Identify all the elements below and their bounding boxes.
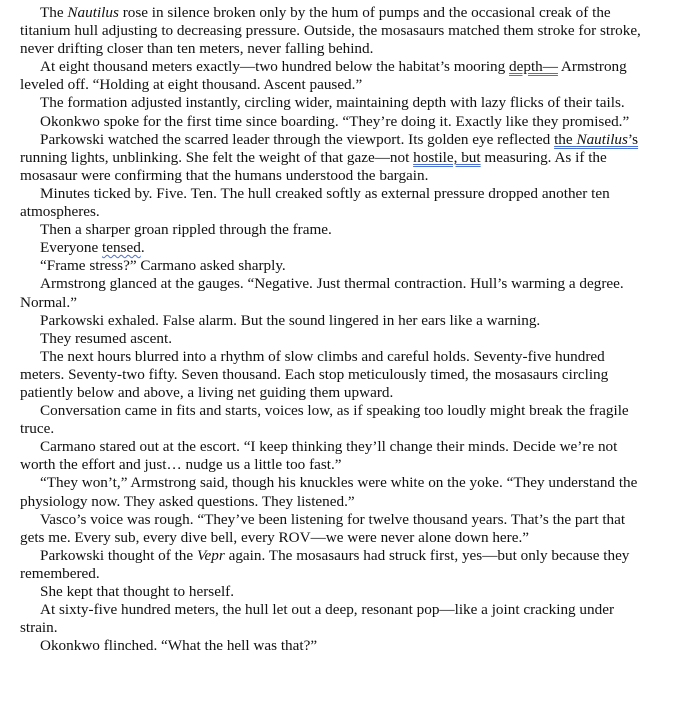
paragraph — [20, 402, 652, 438]
text-run: Armstrong glanced at the gauges. “Negative. Just thermal contraction. Hull’s warming a degree. Normal.” — [20, 275, 624, 311]
paragraph — [20, 312, 652, 330]
paragraph — [20, 275, 652, 311]
text-run: measuring. As if the mosasaur were confirming that the humans understood the bargain. — [20, 148, 607, 184]
text-run: Vasco’s voice was rough. “They’ve been listening for twelve thousand years. That’s the part that gets me. Every sub, every dive bell, every ROV—we were never alone down here.” — [20, 510, 626, 546]
text-run: The next hours blurred into a rhythm of slow climbs and careful holds. Seventy-five hundred meters. Seventy-two fifty. Seven thousand. Each stop meticulously timed, the mosasaurs circling patiently below and above, a living net guiding them upward. — [20, 347, 609, 401]
text-run: She kept that thought to herself. — [40, 583, 235, 600]
text-run: Then a sharper groan rippled through the frame. — [40, 221, 332, 239]
text-run: Everyone — [40, 239, 102, 257]
italic-text: Vepr — [196, 546, 225, 564]
text-run: running lights, unblinking. She felt the weight of that gaze—not — [20, 148, 414, 166]
text-run: . — [140, 239, 145, 257]
paragraph — [20, 257, 652, 275]
grammar-flag: ’s — [627, 130, 639, 148]
text-run: Parkowski thought of the — [40, 546, 197, 564]
text-run: Carmano stared out at the escort. “I keep thinking they’ll change their minds. Decide we’re not worth the effort and just… nudge us a little too fast.” — [20, 438, 618, 474]
text-run: rose in silence broken only by the hum of pumps and the occasional creak of the titanium hull adjusting to decreasing pressure. Outside, the mosasaurs matched them stroke for stroke, never drifting closer than ten meters, never falling behind. — [20, 4, 641, 58]
paragraph — [20, 185, 652, 221]
paragraph — [20, 583, 652, 601]
paragraph — [20, 239, 652, 257]
paragraph — [20, 511, 652, 547]
text-run: Parkowski exhaled. False alarm. But the sound lingered in her ears like a warning. — [40, 311, 541, 329]
paragraph — [20, 601, 652, 637]
paragraph — [20, 4, 652, 58]
text-run: Conversation came in fits and starts, voices low, as if speaking too loudly might break the fragile truce. — [20, 402, 629, 438]
paragraph — [20, 58, 652, 94]
text-run: Okonkwo flinched. “What the hell was that?” — [40, 637, 318, 655]
paragraph — [20, 474, 652, 510]
paragraph — [20, 131, 652, 185]
paragraph — [20, 637, 652, 655]
italic-text: Nautilus — [67, 4, 119, 21]
text-run: The formation adjusted instantly, circling wider, maintaining depth with lazy flicks of their tails. — [40, 94, 625, 112]
text-run: Parkowski watched the scarred leader through the viewport. Its golden eye reflected — [40, 130, 555, 148]
grammar-flag: the — [554, 130, 577, 148]
text-run: again. The mosasaurs had struck first, yes—but only because they remembered. — [20, 546, 630, 582]
text-run: They resumed ascent. — [40, 329, 172, 347]
text-run: Okonkwo spoke for the first time since boarding. “They’re doing it. Exactly like they promised.” — [40, 112, 630, 130]
spelling-flag: tensed — [102, 239, 141, 257]
paragraph — [20, 438, 652, 474]
text-run: The — [40, 4, 68, 21]
paragraph — [20, 221, 652, 239]
paragraph — [20, 547, 652, 583]
paragraph — [20, 113, 652, 131]
text-run: At eight thousand meters exactly—two hundred below the habitat’s mooring — [40, 58, 510, 76]
paragraph — [20, 348, 652, 402]
text-run: Armstrong leveled off. “Holding at eight thousand. Ascent paused.” — [20, 58, 627, 94]
grammar-flag: depth— — [509, 58, 558, 76]
text-run: “They won’t,” Armstrong said, though his knuckles were white on the yoke. “They understand the physiology now. They asked questions. They listened.” — [20, 474, 638, 510]
document-body — [20, 4, 652, 655]
text-run: At sixty-five hundred meters, the hull let out a deep, resonant pop—like a joint cracking under strain. — [20, 601, 615, 637]
text-run: “Frame stress?” Carmano asked sharply. — [40, 257, 286, 275]
text-run: Minutes ticked by. Five. Ten. The hull creaked softly as external pressure dropped another ten atmospheres. — [20, 184, 610, 221]
paragraph — [20, 94, 652, 112]
paragraph — [20, 330, 652, 348]
grammar-flag: Nautilus — [576, 130, 628, 148]
grammar-flag: hostile, but — [413, 148, 481, 166]
